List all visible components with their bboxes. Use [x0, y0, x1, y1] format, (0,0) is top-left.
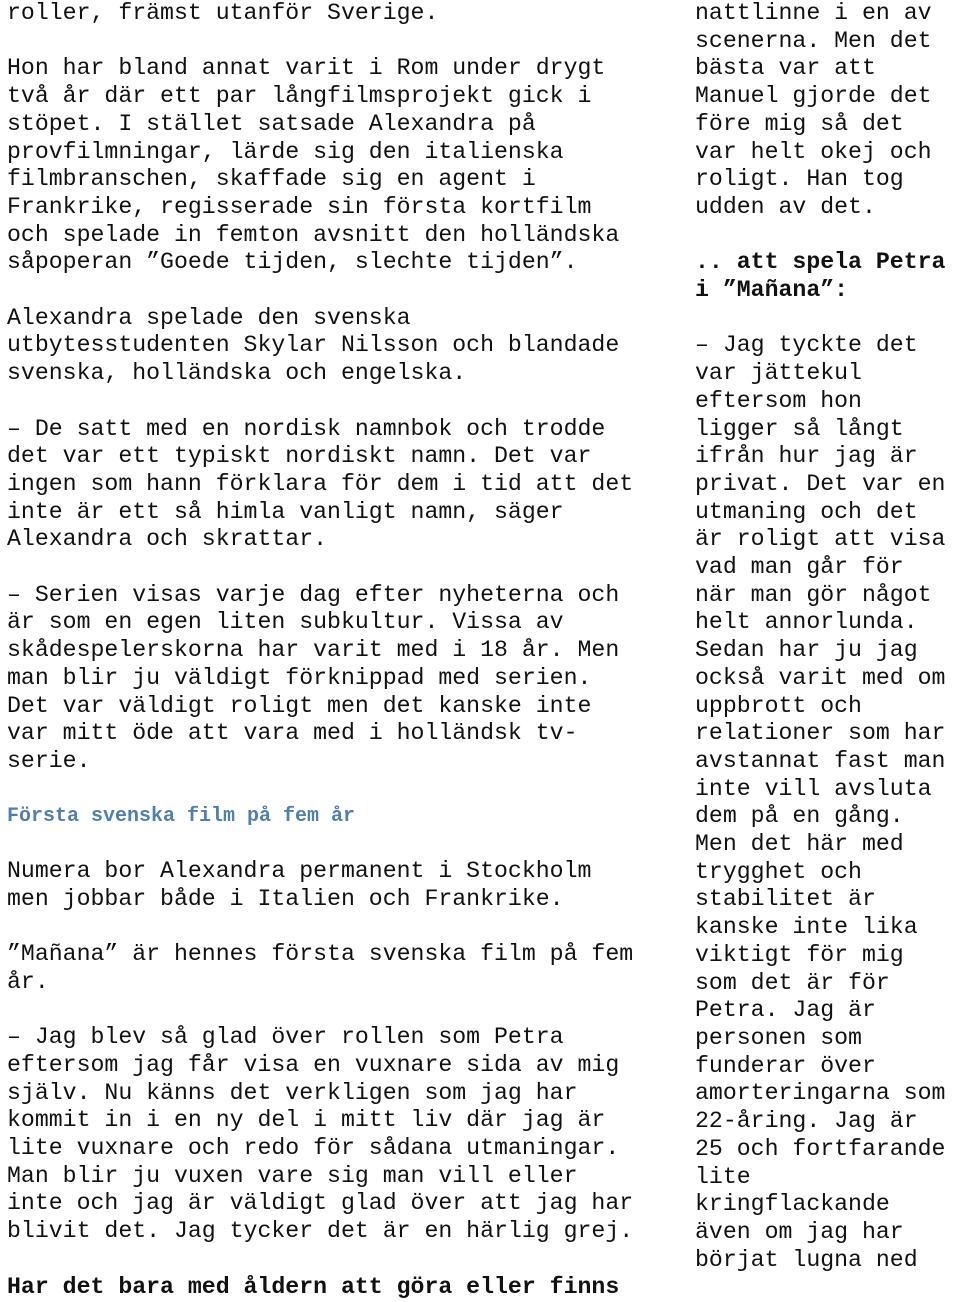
left-column: [7, 0, 679, 1301]
paragraph: Numera bor Alexandra permanent i Stockholm men jobbar både i Italien och Frankrike.: [7, 858, 592, 912]
paragraph: Alexandra spelade den svenska utbytesstudenten Skylar Nilsson och blandade svenska, holländska och engelska.: [7, 304, 620, 387]
paragraph: – Jag blev så glad över rollen som Petra eftersom jag får visa en vuxnare sida av mig själv. Nu känns det verkligen som jag har kommit in i en ny del i mitt liv där jag är lite vuxnare och redo för sådana utmaningar. Man blir ju vuxen vare sig man vill eller inte och jag är väldigt glad över att jag har blivit det. Jag tycker det är en härlig grej.: [7, 1024, 634, 1245]
section-heading: Första svenska film på fem år: [7, 805, 356, 829]
section-heading: .. att spela Petra i ”Mañana”:: [695, 249, 946, 304]
paragraph: nattlinne i en av scenerna. Men det bästa var att Manuel gjorde det före mig så det var helt okej och roligt. Han tog udden av det.: [695, 0, 932, 220]
paragraph: Hon har bland annat varit i Rom under drygt två år där ett par långfilmsprojekt gick i stöpet. I stället satsade Alexandra på provfilmningar, lärde sig den italienska filmbranschen, skaffade sig en agent i Frankrike, regisserade sin första kortfilm och spelade in femton avsnitt den holländska såpoperan ”Goede tijden, slechte tijden”.: [7, 55, 620, 276]
right-column: [695, 0, 957, 1302]
paragraph: roller, främst utanför Sverige.: [7, 0, 439, 26]
paragraph: – Serien visas varje dag efter nyheterna och är som en egen liten subkultur. Vissa av skådespelerskorna har varit med i 18 år. Men man blir ju väldigt förknippad med serien. Det var väldigt roligt men det kanske inte var mitt öde att vara med i holländsk tv- serie.: [7, 581, 620, 774]
paragraph: – De satt med en nordisk namnbok och trodde det var ett typiskt nordiskt namn. Det var ingen som hann förklara för dem i tid att det inte är ett så himla vanligt namn, säger Alexandra och skrattar.: [7, 415, 634, 553]
paragraph: ”Mañana” är hennes första svenska film på fem år.: [7, 941, 634, 995]
section-heading: Har det bara med åldern att göra eller finns: [7, 1273, 620, 1300]
paragraph: – Jag tyckte det var jättekul eftersom hon ligger så långt ifrån hur jag är privat. Det var en utmaning och det är roligt att visa vad man går för när man gör något helt annorlunda. Sedan har ju jag också varit med om uppbrott och relationer som har avstannat fast man inte vill avsluta dem på en gång. Men det här med trygghet och stabilitet är kanske inte lika viktigt för mig som det är för Petra. Jag är personen som funderar över amorteringarna som 22-åring. Jag är 25 och fortfarande lite kringflackande även om jag har börjat lugna ned: [695, 332, 946, 1273]
